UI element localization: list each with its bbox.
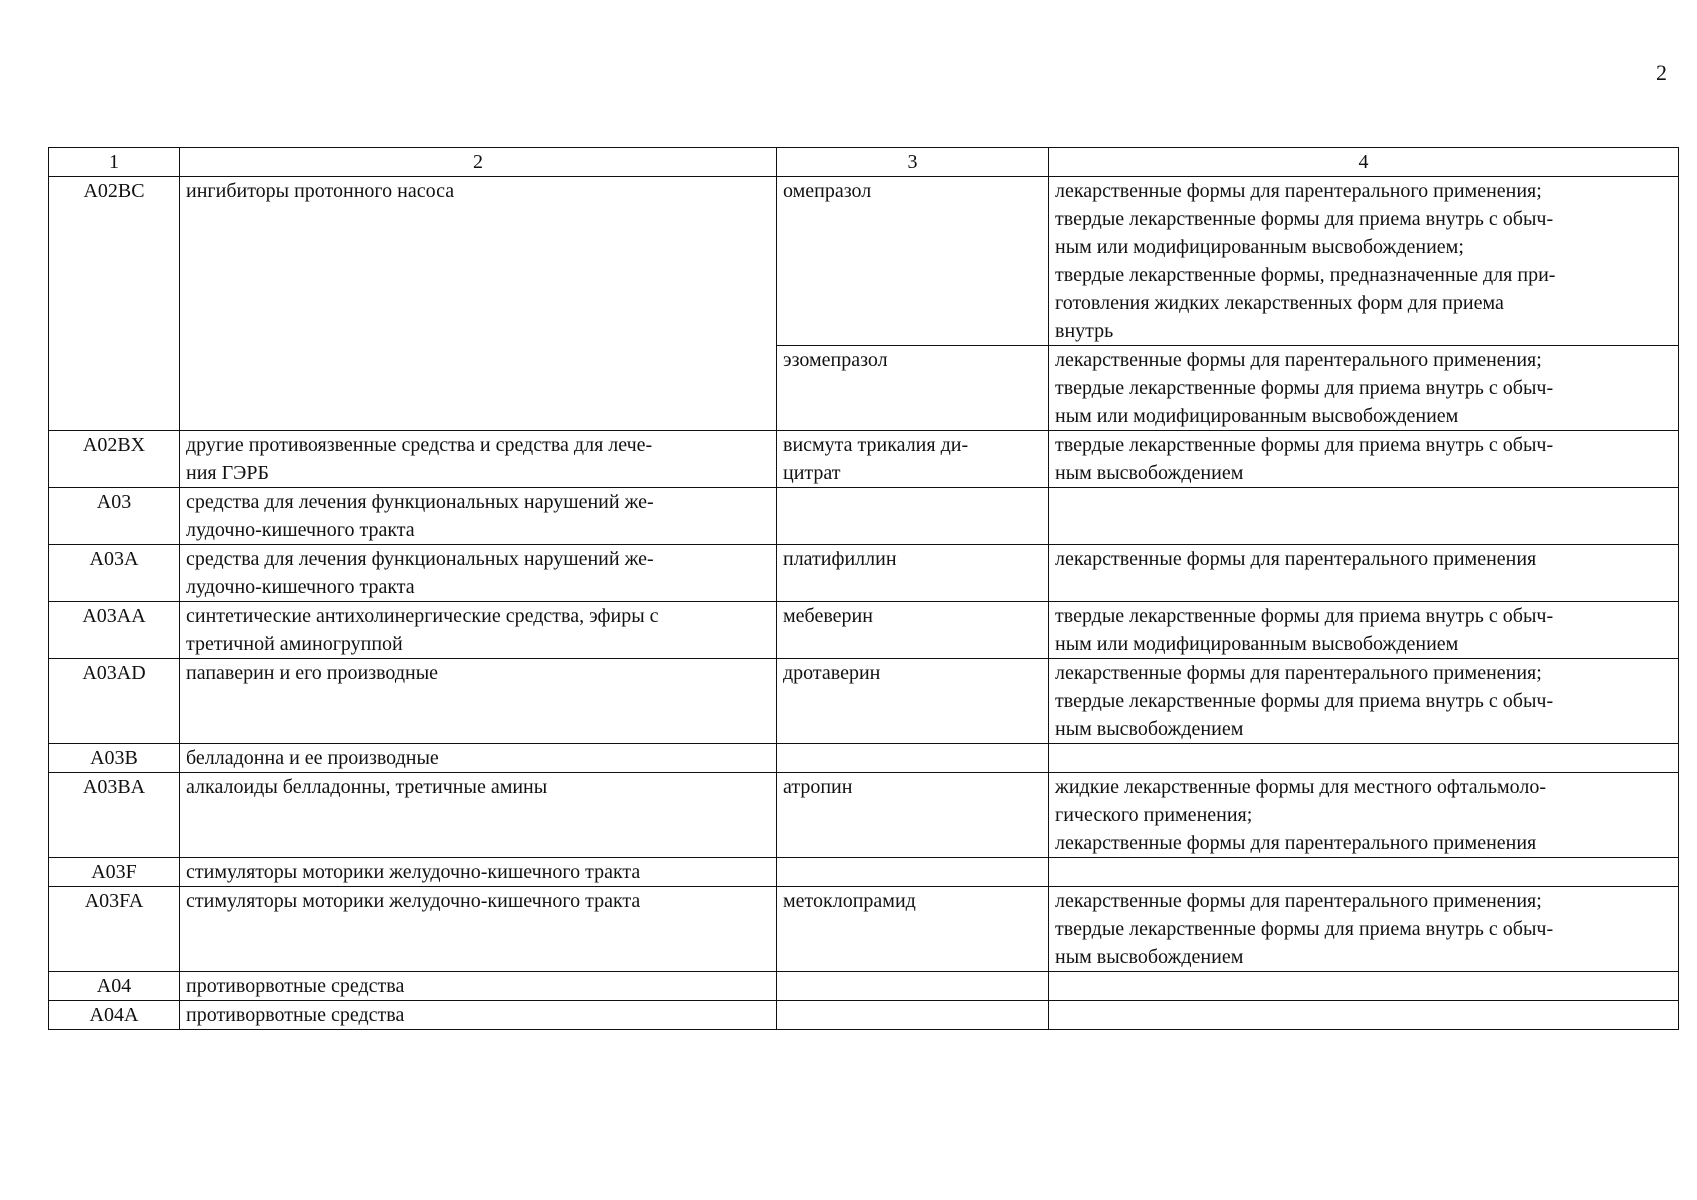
drug-name: омепразол <box>783 180 872 202</box>
group-text: ния ГЭРБ <box>186 462 269 484</box>
drug-cell <box>777 346 1049 431</box>
atc-code: A03BA <box>82 776 146 798</box>
atc-code-cell <box>49 602 180 659</box>
drug-cell <box>777 858 1049 887</box>
atc-code-cell <box>49 773 180 858</box>
atc-code-cell <box>49 744 180 773</box>
table-row <box>49 744 1679 773</box>
forms-cell <box>1049 887 1679 972</box>
atc-code: A03AD <box>82 662 146 684</box>
forms-text: твердые лекарственные формы для приема внутрь с обыч- <box>1055 605 1554 627</box>
column-header: 3 <box>777 148 1049 177</box>
drug-name: цитрат <box>783 462 841 484</box>
forms-text: твердые лекарственные формы для приема внутрь с обыч- <box>1055 377 1554 399</box>
atc-code-cell <box>49 972 180 1001</box>
table-row <box>49 431 1679 488</box>
forms-cell <box>1049 858 1679 887</box>
atc-code: A04A <box>89 1004 139 1026</box>
forms-cell <box>1049 545 1679 602</box>
forms-text: твердые лекарственные формы для приема внутрь с обыч- <box>1055 208 1554 230</box>
forms-text: твердые лекарственные формы для приема внутрь с обыч- <box>1055 690 1554 712</box>
drug-cell <box>777 488 1049 545</box>
atc-code: A03F <box>91 861 137 883</box>
atc-code: A03FA <box>84 890 144 912</box>
table-row <box>49 602 1679 659</box>
page-number: 2 <box>1656 60 1667 85</box>
forms-cell <box>1049 744 1679 773</box>
atc-code-cell <box>49 488 180 545</box>
forms-cell <box>1049 488 1679 545</box>
group-cell <box>180 177 777 431</box>
group-cell <box>180 972 777 1001</box>
group-cell <box>180 659 777 744</box>
header-row <box>49 148 1679 177</box>
forms-cell <box>1049 972 1679 1001</box>
forms-text: лекарственные формы для парентерального применения <box>1055 832 1537 854</box>
group-cell <box>180 1001 777 1030</box>
forms-text: внутрь <box>1055 320 1114 342</box>
column-header: 4 <box>1049 148 1679 177</box>
drug-name: висмута трикалия ди- <box>783 434 969 456</box>
group-text: средства для лечения функциональных нарушений же- <box>186 491 654 513</box>
forms-text: лекарственные формы для парентерального применения; <box>1055 890 1542 912</box>
atc-code: A04 <box>96 975 132 997</box>
group-text: стимуляторы моторики желудочно-кишечного тракта <box>186 890 641 912</box>
forms-text: гического применения; <box>1055 804 1253 826</box>
drug-cell <box>777 431 1049 488</box>
drug-cell <box>777 659 1049 744</box>
atc-code: A03A <box>89 548 139 570</box>
drug-name: дротаверин <box>783 662 881 684</box>
forms-text: твердые лекарственные формы, предназначенные для при- <box>1055 264 1556 286</box>
forms-text: жидкие лекарственные формы для местного офтальмоло- <box>1055 776 1546 798</box>
atc-code-cell <box>49 431 180 488</box>
table-row <box>49 773 1679 858</box>
drug-name: мебеверин <box>783 605 873 627</box>
group-cell <box>180 887 777 972</box>
forms-cell <box>1049 346 1679 431</box>
atc-code-cell <box>49 858 180 887</box>
forms-text: ным высвобождением <box>1055 462 1244 484</box>
group-text: третичной аминогруппой <box>186 633 403 655</box>
atc-code: A02BX <box>82 434 146 456</box>
group-cell <box>180 431 777 488</box>
group-text: лудочно-кишечного тракта <box>186 576 415 598</box>
atc-code-cell <box>49 887 180 972</box>
forms-text: твердые лекарственные формы для приема внутрь с обыч- <box>1055 434 1554 456</box>
drug-cell <box>777 744 1049 773</box>
drug-cell <box>777 545 1049 602</box>
forms-text: ным высвобождением <box>1055 718 1244 740</box>
table-row <box>49 488 1679 545</box>
group-text: алкалоиды белладонны, третичные амины <box>186 776 548 798</box>
group-text: лудочно-кишечного тракта <box>186 519 415 541</box>
forms-cell <box>1049 602 1679 659</box>
forms-text: ным высвобождением <box>1055 946 1244 968</box>
atc-code-cell <box>49 659 180 744</box>
column-header: 2 <box>180 148 777 177</box>
drug-cell <box>777 887 1049 972</box>
forms-cell <box>1049 773 1679 858</box>
group-cell <box>180 773 777 858</box>
group-text: противорвотные средства <box>186 975 405 997</box>
drug-cell <box>777 602 1049 659</box>
group-text: стимуляторы моторики желудочно-кишечного тракта <box>186 861 641 883</box>
forms-text: лекарственные формы для парентерального применения; <box>1055 349 1542 371</box>
drug-cell <box>777 773 1049 858</box>
forms-text: ным или модифицированным высвобождением <box>1055 405 1459 427</box>
forms-text: ным или модифицированным высвобождением; <box>1055 236 1464 258</box>
forms-text: готовления жидких лекарственных форм для приема <box>1055 292 1504 314</box>
table-row <box>49 545 1679 602</box>
drug-cell <box>777 1001 1049 1030</box>
table-row <box>49 177 1679 346</box>
group-text: ингибиторы протонного насоса <box>186 180 455 202</box>
atc-code: A03 <box>96 491 132 513</box>
forms-text: ным или модифицированным высвобождением <box>1055 633 1459 655</box>
drug-name: атропин <box>783 776 853 798</box>
group-cell <box>180 545 777 602</box>
atc-code: A03B <box>90 747 138 769</box>
group-cell <box>180 488 777 545</box>
forms-cell <box>1049 1001 1679 1030</box>
group-cell <box>180 858 777 887</box>
forms-text: лекарственные формы для парентерального применения; <box>1055 662 1542 684</box>
atc-code: A03AA <box>82 605 146 627</box>
forms-cell <box>1049 431 1679 488</box>
atc-code: A02BC <box>83 180 145 202</box>
forms-cell <box>1049 177 1679 346</box>
forms-text: лекарственные формы для парентерального применения; <box>1055 180 1542 202</box>
drug-classification-table <box>48 147 1679 1030</box>
group-cell <box>180 744 777 773</box>
atc-code-cell <box>49 1001 180 1030</box>
group-text: другие противоязвенные средства и средства для лече- <box>186 434 653 456</box>
table-row <box>49 887 1679 972</box>
drug-cell <box>777 972 1049 1001</box>
drug-name: эзомепразол <box>783 349 888 371</box>
group-text: противорвотные средства <box>186 1004 405 1026</box>
drug-name: платифиллин <box>783 548 897 570</box>
group-text: папаверин и его производные <box>186 662 439 684</box>
forms-text: лекарственные формы для парентерального применения <box>1055 548 1537 570</box>
group-text: синтетические антихолинергические средства, эфиры с <box>186 605 659 627</box>
atc-code-cell <box>49 177 180 431</box>
table-row <box>49 1001 1679 1030</box>
forms-cell <box>1049 659 1679 744</box>
group-text: средства для лечения функциональных нарушений же- <box>186 548 654 570</box>
table-row <box>49 659 1679 744</box>
drug-cell <box>777 177 1049 346</box>
atc-code-cell <box>49 545 180 602</box>
forms-text: твердые лекарственные формы для приема внутрь с обыч- <box>1055 918 1554 940</box>
column-header: 1 <box>49 148 180 177</box>
drug-name: метоклопрамид <box>783 890 916 912</box>
group-cell <box>180 602 777 659</box>
table-row <box>49 858 1679 887</box>
table-row <box>49 972 1679 1001</box>
group-text: белладонна и ее производные <box>186 747 439 769</box>
